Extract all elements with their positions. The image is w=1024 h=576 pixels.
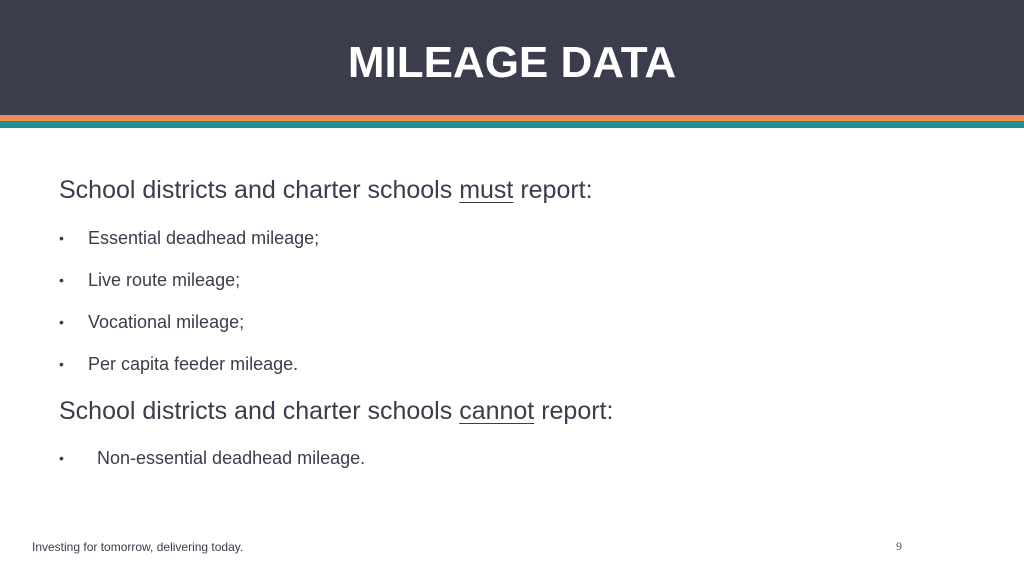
cannot-report-heading (59, 396, 613, 426)
list-item-text: Essential deadhead mileage; (88, 228, 320, 248)
bullet-icon: • (59, 272, 64, 288)
cannot-heading-suffix: report: (534, 397, 614, 425)
list-item-text: Live route mileage; (88, 270, 241, 290)
bullet-icon: • (59, 314, 64, 330)
cannot-emphasis: cannot (459, 397, 535, 425)
page-number: 9 (896, 539, 902, 553)
bullet-icon: • (59, 230, 64, 246)
slide-title: MILEAGE DATA (347, 38, 677, 87)
bullet-icon: • (59, 356, 64, 372)
must-heading-suffix: report: (513, 176, 593, 204)
title-bar (0, 0, 1024, 115)
must-heading-prefix: School districts and charter schools (59, 176, 460, 204)
footer-tagline: Investing for tomorrow, delivering today. (32, 540, 244, 554)
cannot-heading-prefix: School districts and charter schools (59, 397, 460, 425)
bullet-icon: • (59, 450, 64, 466)
must-report-heading (59, 175, 593, 205)
teal-accent-stripe (0, 121, 1024, 128)
list-item-text: Per capita feeder mileage. (88, 354, 299, 374)
list-item-text: Vocational mileage; (88, 312, 245, 332)
must-emphasis: must (459, 176, 514, 204)
list-item-text: Non-essential deadhead mileage. (97, 448, 366, 468)
